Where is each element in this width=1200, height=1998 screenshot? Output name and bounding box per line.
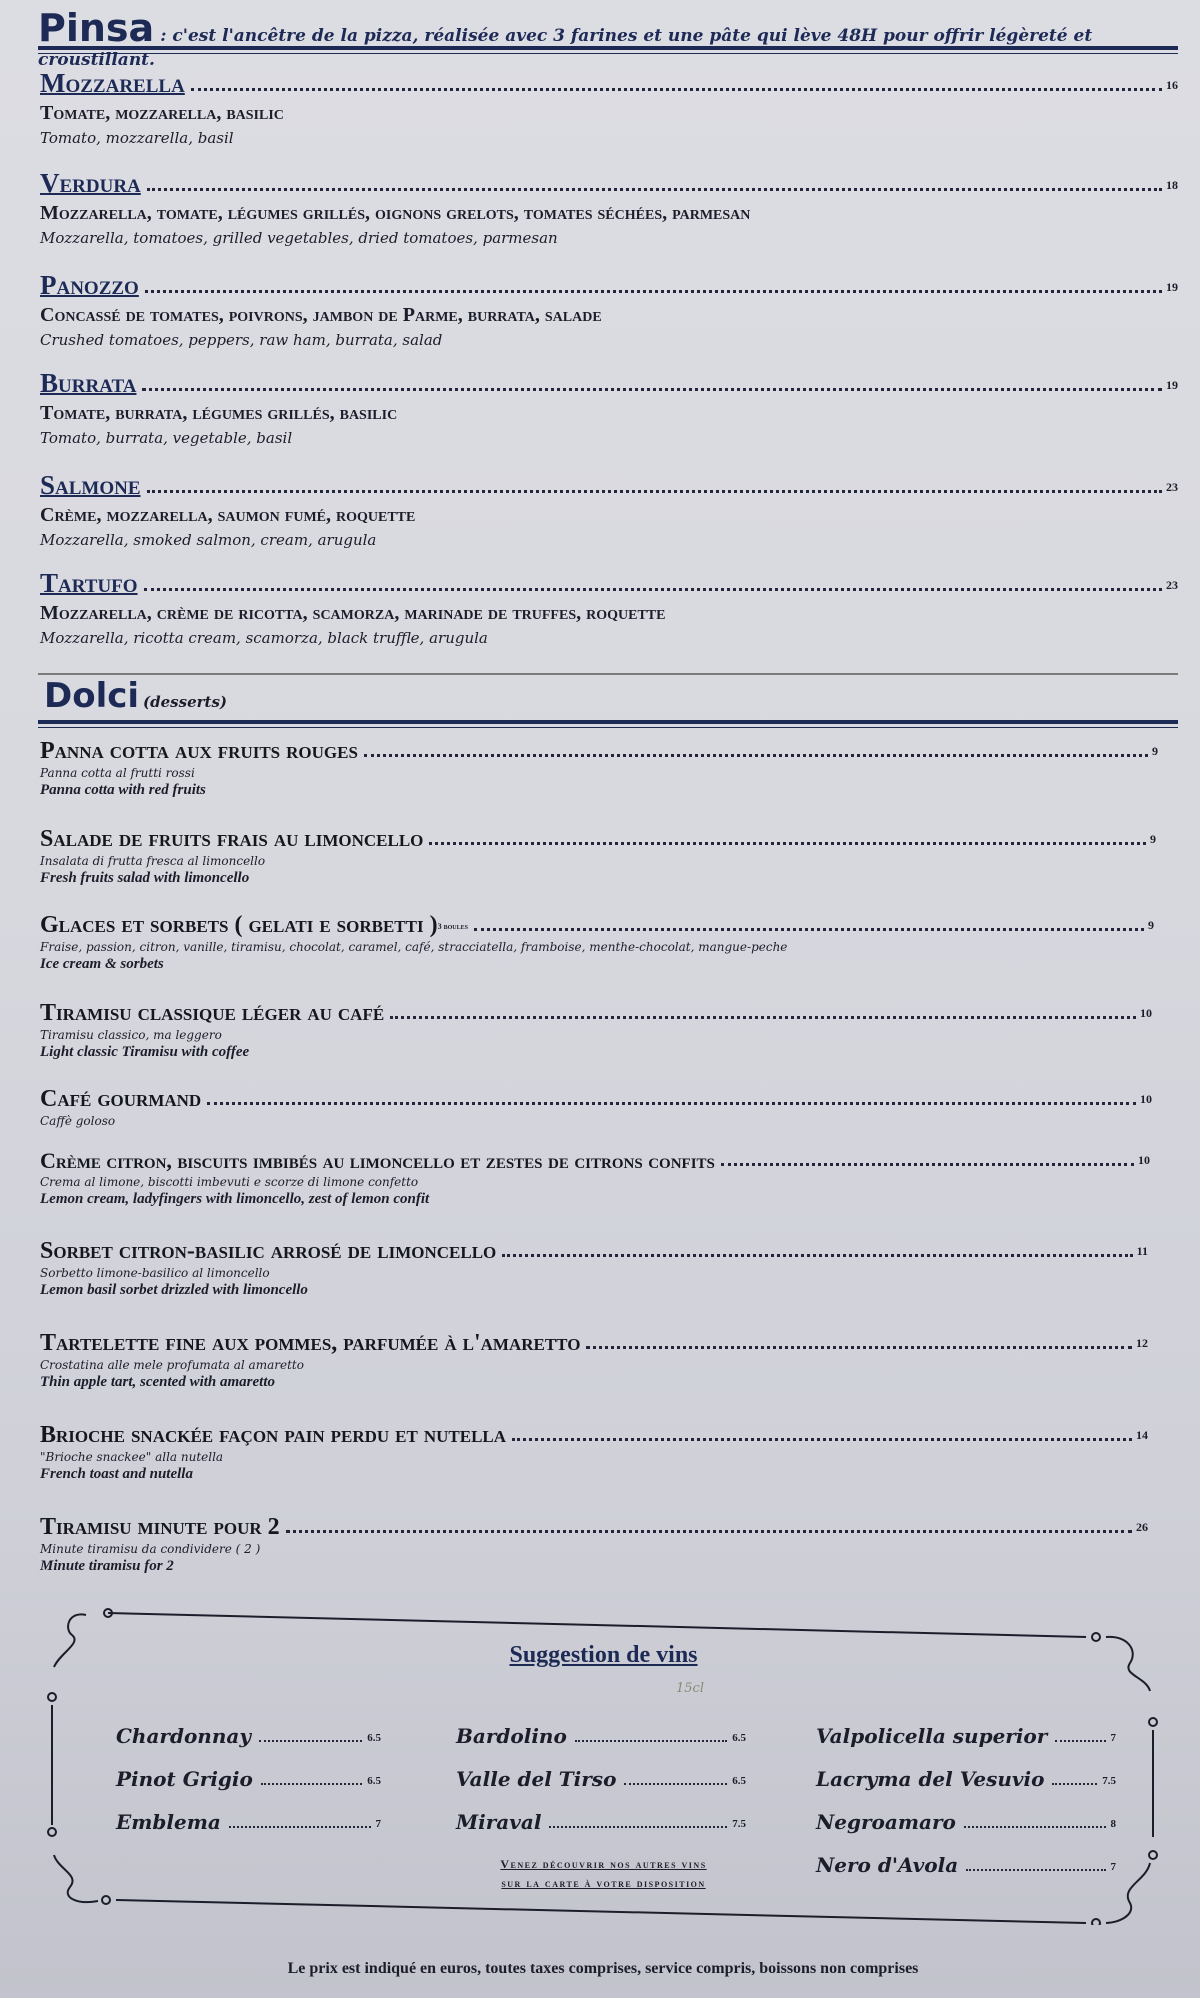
item-description: Mozzarella, tomate, légumes grillés, oignons grelots, tomates séchées, parmesan	[40, 202, 751, 224]
wine-column-red	[816, 1705, 1116, 1877]
wine-name: Chardonnay	[116, 1724, 251, 1748]
item-price: 19	[1166, 378, 1178, 392]
item-name: Crème citron, biscuits imbibés au limoncello et zestes de citrons confits	[40, 1148, 715, 1173]
leader-dots	[147, 188, 1162, 191]
leader-dots	[1052, 1783, 1097, 1785]
menu-item	[40, 1148, 1150, 1208]
pinsa-tagline: : c'est l'ancêtre de la pizza, réalisée avec 3 farines et une pâte qui lève 48H pour offrir légèreté et croustillant.	[38, 26, 1093, 70]
item-english: Minute tiramisu for 2	[40, 1558, 174, 1574]
item-english: Thin apple tart, scented with amaretto	[40, 1374, 276, 1390]
menu-item	[40, 1514, 1148, 1575]
wine-price: 7	[375, 1818, 381, 1830]
item-description: Tomate, burrata, légumes grillés, basilic	[40, 402, 398, 424]
item-price: 16	[1166, 78, 1178, 92]
item-italian: Minute tiramisu da condividere ( 2 )	[40, 1542, 261, 1556]
item-description: Crème, mozzarella, saumon fumé, roquette	[40, 504, 416, 526]
item-name: Mozzarella	[40, 68, 185, 98]
menu-item	[40, 826, 1156, 887]
leader-dots	[286, 1530, 1132, 1533]
wine-column-rose	[456, 1705, 746, 1834]
menu-item	[40, 568, 1178, 647]
wine-row	[456, 1791, 746, 1834]
wine-price: 6.5	[367, 1775, 381, 1787]
leader-dots	[964, 1826, 1106, 1828]
item-price: 10	[1140, 1006, 1152, 1020]
menu-item	[40, 470, 1178, 549]
leader-dots	[191, 88, 1162, 91]
item-italian: Caffè goloso	[40, 1114, 116, 1128]
leader-dots	[147, 490, 1162, 493]
item-description: Tomate, mozzarella, basilic	[40, 102, 284, 124]
item-name: Brioche snackée façon pain perdu et nutella	[40, 1422, 507, 1448]
item-translation: Mozzarella, smoked salmon, cream, arugula	[40, 531, 377, 549]
menu-item	[40, 1000, 1152, 1061]
wine-row	[116, 1791, 381, 1834]
item-english: Lemon basil sorbet drizzled with limoncello	[40, 1282, 308, 1298]
item-translation: Tomato, mozzarella, basil	[40, 129, 234, 147]
wine-price: 6.5	[732, 1775, 746, 1787]
item-name: Tartelette fine aux pommes, parfumée à l'amaretto	[40, 1330, 581, 1356]
item-name: Panna cotta aux fruits rouges	[40, 738, 358, 764]
wine-price: 6.5	[367, 1732, 381, 1744]
wine-price: 7	[1110, 1732, 1116, 1744]
wine-price: 7	[1110, 1861, 1116, 1873]
item-italian: Panna cotta al frutti rossi	[40, 766, 195, 780]
item-italian: Insalata di frutta fresca al limoncello	[40, 854, 266, 868]
menu-item	[40, 1238, 1148, 1299]
item-translation: Tomato, burrata, vegetable, basil	[40, 429, 293, 447]
leader-dots	[1055, 1740, 1105, 1742]
menu-item	[40, 368, 1178, 447]
item-english: Ice cream & sorbets	[40, 956, 164, 972]
item-name: Tiramisu classique léger au café	[40, 1000, 385, 1026]
wine-name: Emblema	[116, 1810, 221, 1834]
wine-price: 6.5	[732, 1732, 746, 1744]
wine-title: Suggestion de vins	[509, 1642, 698, 1668]
wine-row	[816, 1705, 1116, 1748]
menu-item	[40, 738, 1158, 799]
item-price: 9	[1148, 918, 1154, 932]
item-italian: Crostatina alle mele profumata al amaretto	[40, 1358, 304, 1372]
wine-price: 8	[1110, 1818, 1116, 1830]
item-italian: "Brioche snackee" alla nutella	[40, 1450, 224, 1464]
item-translation: Mozzarella, ricotta cream, scamorza, black truffle, arugula	[40, 629, 488, 647]
item-price: 10	[1138, 1153, 1150, 1167]
wine-name: Lacryma del Vesuvio	[816, 1767, 1045, 1791]
item-english: Lemon cream, ladyfingers with limoncello, zest of lemon confit	[40, 1191, 430, 1207]
dolci-header-rule	[38, 720, 1178, 724]
menu-item	[40, 1330, 1148, 1391]
wine-name: Pinot Grigio	[116, 1767, 253, 1791]
wine-name: Valle del Tirso	[456, 1767, 617, 1791]
pinsa-header	[38, 6, 1178, 70]
item-name: Burrata	[40, 368, 137, 398]
item-price: 12	[1136, 1336, 1148, 1350]
menu-item	[40, 68, 1178, 147]
leader-dots	[207, 1102, 1136, 1105]
item-italian: Tiramisu classico, ma leggero	[40, 1028, 222, 1042]
item-name: Café gourmand	[40, 1086, 202, 1112]
item-name: Sorbet citron-basilic arrosé de limoncello	[40, 1238, 497, 1264]
leader-dots	[549, 1826, 727, 1828]
item-price: 23	[1166, 480, 1178, 494]
item-description: Mozzarella, crème de ricotta, scamorza, marinade de truffes, roquette	[40, 602, 666, 624]
item-name: Panozzo	[40, 270, 139, 300]
wine-suggestion-box	[46, 1605, 1161, 1925]
wine-list-note	[46, 1855, 1161, 1892]
item-name: Tiramisu minute pour 2	[40, 1514, 280, 1540]
item-name: Tartufo	[40, 568, 138, 598]
wine-note-line-2: sur la carte à votre disposition	[501, 1875, 706, 1890]
wine-name: Valpolicella superior	[816, 1724, 1048, 1748]
wine-name: Nero d'Avola	[816, 1853, 959, 1877]
menu-page	[28, 0, 1178, 1998]
item-description: Concassé de tomates, poivrons, jambon de Parme, burrata, salade	[40, 304, 602, 326]
wine-name: Bardolino	[456, 1724, 567, 1748]
leader-dots	[429, 842, 1146, 845]
item-english: Fresh fruits salad with limoncello	[40, 870, 250, 886]
leader-dots	[364, 754, 1148, 757]
leader-dots	[261, 1783, 362, 1785]
menu-item	[40, 1422, 1148, 1483]
item-english: French toast and nutella	[40, 1466, 193, 1482]
leader-dots	[721, 1163, 1134, 1166]
item-scoops-note: 3 boules	[437, 922, 468, 931]
item-name: Salade de fruits frais au limoncello	[40, 826, 424, 852]
wine-serving-unit: 15cl	[676, 1681, 704, 1696]
item-italian: Crema al limone, biscotti imbevuti e scorze di limone confetto	[40, 1175, 419, 1189]
leader-dots	[502, 1254, 1132, 1257]
section-divider	[38, 673, 1178, 675]
item-price: 18	[1166, 178, 1178, 192]
item-price: 11	[1136, 1244, 1148, 1258]
wine-note-line-1: Venez découvrir nos autres vins	[500, 1857, 707, 1871]
menu-item	[40, 1086, 1152, 1128]
item-price: 14	[1136, 1428, 1148, 1442]
dolci-title: Dolci	[44, 676, 140, 716]
leader-dots	[142, 388, 1162, 391]
item-english: Panna cotta with red fruits	[40, 782, 206, 798]
leader-dots	[575, 1740, 727, 1742]
menu-item	[40, 270, 1178, 349]
leader-dots	[145, 290, 1162, 293]
pinsa-header-rule	[38, 46, 1178, 50]
wine-price: 7.5	[1102, 1775, 1116, 1787]
wine-row	[456, 1748, 746, 1791]
wine-row	[816, 1791, 1116, 1834]
wine-name: Negroamaro	[816, 1810, 956, 1834]
wine-row	[456, 1705, 746, 1748]
item-italian: Fraise, passion, citron, vanille, tiramisu, chocolat, caramel, café, stracciatella, framboise, menthe-chocolat, mangue-peche	[40, 940, 788, 954]
wine-row	[116, 1748, 381, 1791]
item-translation: Mozzarella, tomatoes, grilled vegetables, dried tomatoes, parmesan	[40, 229, 558, 247]
wine-column-white	[116, 1705, 381, 1834]
item-name: Glaces et sorbets ( gelati e sorbetti )	[40, 912, 438, 938]
menu-item	[40, 912, 1154, 973]
leader-dots	[259, 1740, 362, 1742]
dolci-header	[44, 676, 227, 716]
leader-dots	[229, 1826, 371, 1828]
wine-row	[116, 1705, 381, 1748]
item-price: 10	[1140, 1092, 1152, 1106]
leader-dots	[390, 1016, 1136, 1019]
item-name: Verdura	[40, 168, 141, 198]
item-price: 26	[1136, 1520, 1148, 1534]
item-english: Light classic Tiramisu with coffee	[40, 1044, 250, 1060]
item-price: 9	[1152, 744, 1158, 758]
pinsa-title: Pinsa	[38, 6, 155, 50]
item-price: 9	[1150, 832, 1156, 846]
leader-dots	[474, 928, 1144, 931]
wine-row	[816, 1748, 1116, 1791]
leader-dots	[624, 1783, 727, 1785]
item-translation: Crushed tomatoes, peppers, raw ham, burrata, salad	[40, 331, 443, 349]
dolci-subtitle: (desserts)	[143, 693, 227, 711]
leader-dots	[144, 588, 1162, 591]
leader-dots	[512, 1438, 1132, 1441]
item-price: 23	[1166, 578, 1178, 592]
leader-dots	[586, 1346, 1132, 1349]
item-italian: Sorbetto limone-basilico al limoncello	[40, 1266, 270, 1280]
menu-item	[40, 168, 1178, 247]
item-price: 19	[1166, 280, 1178, 294]
wine-name: Miraval	[456, 1810, 542, 1834]
price-disclaimer: Le prix est indiqué en euros, toutes taxes comprises, service compris, boissons non comprises	[287, 1960, 919, 1977]
wine-price: 7.5	[732, 1818, 746, 1830]
item-name: Salmone	[40, 470, 141, 500]
